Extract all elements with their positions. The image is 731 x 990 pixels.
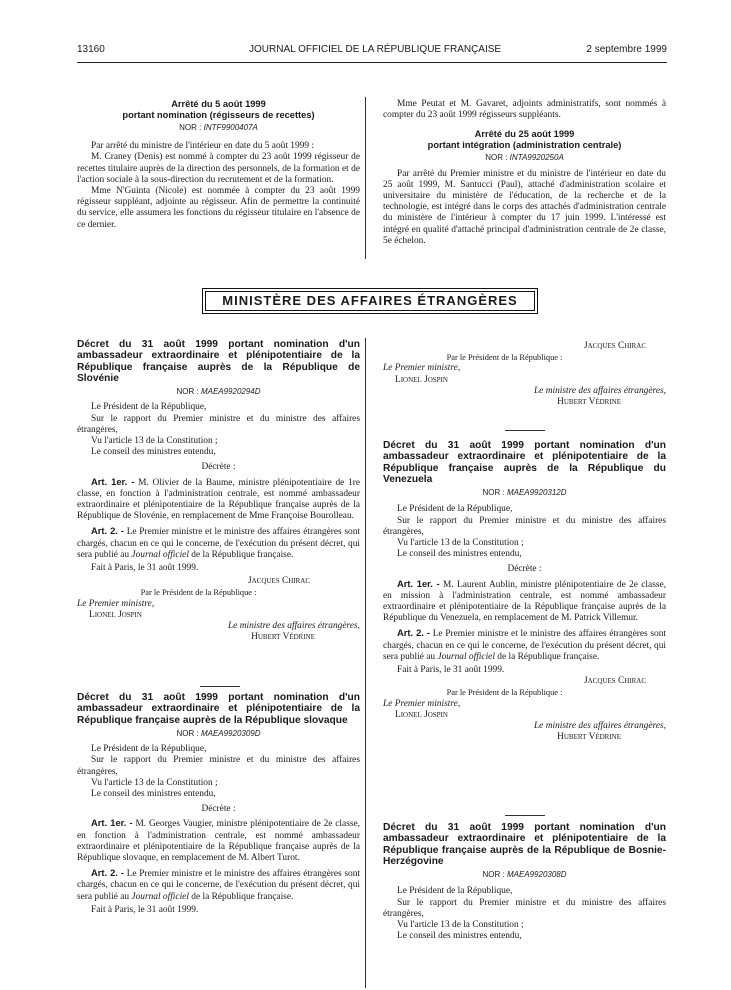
paragraph: Le conseil des ministres entendu, xyxy=(91,788,216,799)
decree-venezuela xyxy=(383,440,666,743)
article-2 xyxy=(77,525,360,561)
article-1 xyxy=(77,817,360,864)
fait-a-paris: Fait à Paris, le 31 août 1999. xyxy=(91,904,199,915)
pm-name: Lionel Jospin xyxy=(89,609,142,620)
article-text: de la République française. xyxy=(494,651,600,662)
column-divider xyxy=(365,97,366,259)
nor-label: NOR : xyxy=(485,153,508,163)
article-text: de la République française. xyxy=(188,549,294,560)
column-divider xyxy=(365,338,366,988)
article-text: M. Georges Vaugier, ministre plénipotentiaire de 2e classe, en fonction à l'administration centrale, est nommé ambassadeur extraordinaire et plénipotentiaire de la République française auprès de la République slovaque, en remplacement de M. Albert Turot. xyxy=(77,819,361,863)
paragraph: Vu l'article 13 de la Constitution ; xyxy=(91,436,218,446)
pm-title: Le Premier ministre, xyxy=(383,698,461,709)
signature-president: Jacques Chirac xyxy=(583,676,646,687)
decree-title: Décret du 31 août 1999 portant nomination d'un ambassadeur extraordinaire et plénipotentiaire de la République française auprès de la République slovaque xyxy=(77,692,360,726)
paragraph: Vu l'article 13 de la Constitution ; xyxy=(397,538,524,548)
signature-president: Jacques Chirac xyxy=(247,576,310,587)
decree-bosnie xyxy=(383,822,666,942)
journal-officiel: Journal officiel xyxy=(131,891,189,902)
paragraph: Le Président de la République, xyxy=(91,402,207,413)
fait-a-paris: Fait à Paris, le 31 août 1999. xyxy=(91,563,199,574)
nor-label: NOR : xyxy=(176,728,199,738)
paragraph: Le conseil des ministres entendu, xyxy=(91,447,216,458)
signatures-continued xyxy=(383,341,666,408)
nor-label: NOR : xyxy=(176,387,199,397)
nor-line xyxy=(77,122,360,133)
header-rule xyxy=(77,62,667,63)
nor-code: MAEA9920308D xyxy=(506,870,567,880)
nor-code: MAEA9920312D xyxy=(506,488,567,498)
decree-title: Décret du 31 août 1999 portant nomination d'un ambassadeur extraordinaire et plénipotentiaire de la République française auprès de la République du Venezuela xyxy=(383,440,666,485)
page-header xyxy=(77,44,667,58)
fait-a-paris: Fait à Paris, le 31 août 1999. xyxy=(397,665,505,676)
article-label: Art. 1er. - xyxy=(91,475,135,487)
paragraph: M. Craney (Denis) est nommé à compter du 23 août 1999 régisseur de recettes titulaire auprès de la direction des personnels, de la formation et de l'action sociale à la sous-direction du recrutement et de la formation. xyxy=(77,152,360,185)
arrete-integration xyxy=(383,99,666,247)
journal-officiel: Journal officiel xyxy=(131,549,189,560)
par-le-president: Par le Président de la République : xyxy=(140,588,257,598)
nor-label: NOR : xyxy=(482,870,505,880)
mae-name: Hubert Védrine xyxy=(251,632,315,643)
journal-title: JOURNAL OFFICIEL DE LA RÉPUBLIQUE FRANÇAISE xyxy=(249,44,502,55)
nor-code: MAEA9920309D xyxy=(200,728,261,738)
nor-label: NOR : xyxy=(179,123,202,132)
nor-line xyxy=(77,728,360,739)
article-text: M. Olivier de la Baume, ministre plénipotentiaire de 1re classe, en fonction à l'administration centrale, est nommé ambassadeur extraordinaire et plénipotentiaire de la République française auprès de la République de Slovénie, en remplacement de Mme Françoise Bourolleau. xyxy=(77,477,361,522)
decrete: Décrète : xyxy=(201,462,236,473)
nor-line xyxy=(383,487,666,498)
issue-date: 2 septembre 1999 xyxy=(586,44,667,55)
paragraph: Mme N'Guinta (Nicole) est nommée à compter du 23 août 1999 régisseur suppléant, adjointe au régisseur. Afin de permettre la continuité du service, elle assumera les fonctions du régisseur titulaire en l'absence de ce dernier. xyxy=(77,186,360,230)
par-le-president: Par le Président de la République : xyxy=(446,353,563,363)
paragraph: Sur le rapport du Premier ministre et du ministre des affaires étrangères, xyxy=(383,515,666,537)
decrete: Décrète : xyxy=(201,804,236,815)
decree-slovaque xyxy=(77,692,360,916)
paragraph: Sur le rapport du Premier ministre et du ministre des affaires étrangères, xyxy=(383,897,666,919)
decree-title: Décret du 31 août 1999 portant nomination d'un ambassadeur extraordinaire et plénipotentiaire de la République française auprès de la République de Bosnie-Herzégovine xyxy=(383,822,666,867)
paragraph: Le Président de la République, xyxy=(397,886,513,897)
article-label: Art. 2. - xyxy=(91,525,124,537)
decree-title: Décret du 31 août 1999 portant nomination d'un ambassadeur extraordinaire et plénipotentiaire de la République française auprès de la République de Slovénie xyxy=(77,339,360,384)
par-le-president: Par le Président de la République : xyxy=(446,688,563,698)
arrete-subtitle: portant nomination (régisseurs de recettes) xyxy=(122,109,315,120)
nor-code: INTF9900407A xyxy=(203,123,258,132)
separator xyxy=(200,686,240,687)
page-number: 13160 xyxy=(77,44,105,55)
article-text: Le Premier ministre et le ministre des affaires étrangères sont chargés, chacun en ce qui le concerne, de l'exécution du présent décret, qui sera publié au xyxy=(77,869,361,902)
paragraph: Sur le rapport du Premier ministre et du ministre des affaires étrangères, xyxy=(77,755,360,777)
article-label: Art. 1er. - xyxy=(91,817,133,829)
arrete-title: Arrêté du 5 août 1999 xyxy=(171,99,266,109)
nor-line xyxy=(77,386,360,397)
article-1 xyxy=(77,476,360,523)
separator xyxy=(505,430,545,431)
decree-slovenie xyxy=(77,339,360,643)
nor-label: NOR : xyxy=(482,488,505,498)
nor-code: INTA9920250A xyxy=(509,153,564,163)
paragraph: Mme Peutat et M. Gavaret, adjoints administratifs, sont nommés à compter du 23 août 1999 régisseurs suppléants. xyxy=(383,99,666,121)
article-text: de la République française. xyxy=(188,891,294,902)
article-text: M. Laurent Aublin, ministre plénipotentiaire de 2e classe, en mission à l'administration centrale, est nommé ambassadeur extraordinaire et plénipotentiaire de la République française auprès de la République du Venezuela, en remplacement de M. Patrick Villemur. xyxy=(383,579,667,624)
article-2 xyxy=(383,627,666,663)
paragraph: Le conseil des ministres entendu, xyxy=(397,931,522,942)
ministry-title: MINISTÈRE DES AFFAIRES ÉTRANGÈRES xyxy=(205,291,535,311)
paragraph: Le conseil des ministres entendu, xyxy=(397,549,522,560)
pm-name: Lionel Jospin xyxy=(395,374,448,385)
mae-name: Hubert Védrine xyxy=(557,732,621,743)
paragraph: Sur le rapport du Premier ministre et du ministre des affaires étrangères, xyxy=(77,413,360,435)
mae-title: Le ministre des affaires étrangères, xyxy=(227,621,360,632)
nor-line xyxy=(383,152,666,163)
pm-title: Le Premier ministre, xyxy=(383,363,461,374)
article-label: Art. 1er. - xyxy=(397,577,440,589)
pm-title: Le Premier ministre, xyxy=(77,598,155,609)
nor-line xyxy=(383,869,666,880)
article-1 xyxy=(383,578,666,625)
paragraph: Le Président de la République, xyxy=(91,744,207,755)
paragraph: Par arrêté du ministre de l'intérieur en date du 5 août 1999 : xyxy=(91,141,314,152)
article-label: Art. 2. - xyxy=(91,867,124,879)
article-text: Le Premier ministre et le ministre des affaires étrangères sont chargés, chacun en ce qui le concerne, de l'exécution du présent décret, qui sera publié au xyxy=(383,629,667,662)
paragraph: Par arrêté du Premier ministre et du ministre de l'intérieur en date du 25 août 1999, M. Santucci (Paul), attaché d'administration scolaire et universitaire du ministère de l'éducation, de la recherche et de la technologie, est intégré dans le corps des attachés d'administration centrale du ministère de l'intérieur à compter du 17 juin 1999. L'intéressé est intégré en qualité d'attaché principal d'administration centrale de 2e classe, 5e échelon. xyxy=(383,168,666,246)
article-label: Art. 2. - xyxy=(397,627,430,639)
arrete-subtitle: portant intégration (administration centrale) xyxy=(427,139,622,150)
mae-title: Le ministre des affaires étrangères, xyxy=(533,385,666,396)
arrete-regisseurs xyxy=(77,99,360,231)
decrete: Décrète : xyxy=(507,564,542,575)
paragraph: Vu l'article 13 de la Constitution ; xyxy=(91,777,218,788)
nor-code: MAEA9920294D xyxy=(200,387,261,397)
separator xyxy=(505,815,545,816)
article-text: Le Premier ministre et le ministre des affaires étrangères sont chargés, chacun en ce qui le concerne, de l'exécution du présent décret, qui sera publié au xyxy=(77,527,361,560)
mae-title: Le ministre des affaires étrangères, xyxy=(533,721,666,732)
mae-name: Hubert Védrine xyxy=(557,397,621,408)
paragraph: Le Président de la République, xyxy=(397,504,513,515)
paragraph: Vu l'article 13 de la Constitution ; xyxy=(397,920,524,930)
ministry-banner xyxy=(202,288,538,314)
signature-president: Jacques Chirac xyxy=(583,341,646,351)
pm-name: Lionel Jospin xyxy=(395,709,448,720)
article-2 xyxy=(77,867,360,903)
journal-officiel: Journal officiel xyxy=(437,651,495,662)
arrete-title: Arrêté du 25 août 1999 xyxy=(474,129,575,140)
